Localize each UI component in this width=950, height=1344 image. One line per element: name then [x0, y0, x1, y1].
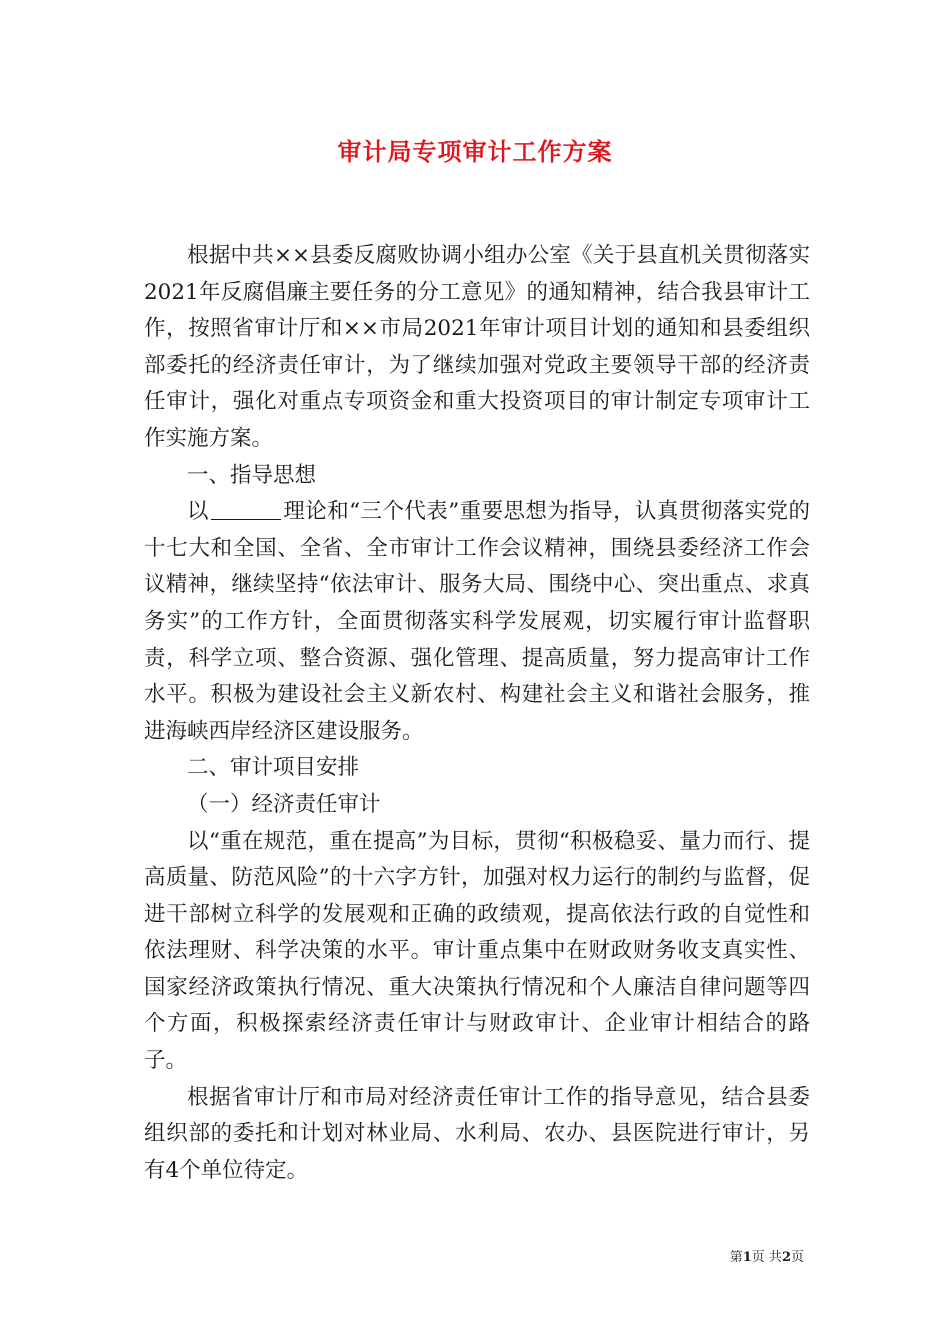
heading-economic-responsibility-audit: （一）经济责任审计: [187, 791, 381, 817]
heading-project-arrangement: 二、审计项目安排: [187, 755, 360, 781]
paragraph-guiding-ideology: [144, 494, 810, 750]
heading-guiding-ideology: 一、指导思想: [187, 462, 317, 488]
paragraph-guiding-ideology-lead: 以: [187, 499, 209, 525]
paragraph-guiding-ideology-rest: 理论和“三个代表”重要思想为指导，认真贯彻落实党的十七大和全国、全省、全市审计工作会议精神，围绕县委经济工作会议精神，继续坚持“依法审计、服务大局、围绕中心、突出重点、求真务实”的工作方针，全面贯彻落实科学发展观，切实履行审计监督职责，科学立项、整合资源、强化管理、提高质量，努力提高审计工作水平。积极为建设社会主义新农村、构建社会主义和谐社会服务，推进海峡西岸经济区建设服务。: [144, 499, 810, 744]
document-body: [144, 238, 810, 1189]
footer-middle: 页 共: [751, 1250, 782, 1265]
fill-in-blank: [211, 498, 281, 521]
paragraph-intro: 根据中共××县委反腐败协调小组办公室《关于县直机关贯彻落实2021年反腐倡廉主要任务的分工意见》的通知精神，结合我县审计工作，按照省审计厅和××市局2021年审计项目计划的通知和县委组织部委托的经济责任审计，为了继续加强对党政主要领导干部的经济责任审计，强化对重点专项资金和重大投资项目的审计制定专项审计工作实施方案。: [144, 243, 810, 451]
footer-suffix: 页: [790, 1250, 804, 1265]
current-page-number: 1: [742, 1250, 752, 1265]
paragraph-audit-units: 根据省审计厅和市局对经济责任审计工作的指导意见，结合县委组织部的委托和计划对林业局、水利局、农办、县医院进行审计，另有4个单位待定。: [144, 1084, 810, 1183]
page-number-footer: [730, 1246, 804, 1265]
paragraph-economic-responsibility: 以“重在规范，重在提高”为目标，贯彻“积极稳妥、量力而行、提高质量、防范风险”的十六字方针，加强对权力运行的制约与监督，促进干部树立科学的发展观和正确的政绩观，提高依法行政的自觉性和依法理财、科学决策的水平。审计重点集中在财政财务收支真实性、国家经济政策执行情况、重大决策执行情况和个人廉洁自律问题等四个方面，积极探索经济责任审计与财政审计、企业审计相结合的路子。: [144, 828, 810, 1074]
total-page-number: 2: [781, 1250, 791, 1265]
document-title: 审计局专项审计工作方案: [337, 138, 613, 166]
footer-prefix: 第: [729, 1250, 743, 1265]
